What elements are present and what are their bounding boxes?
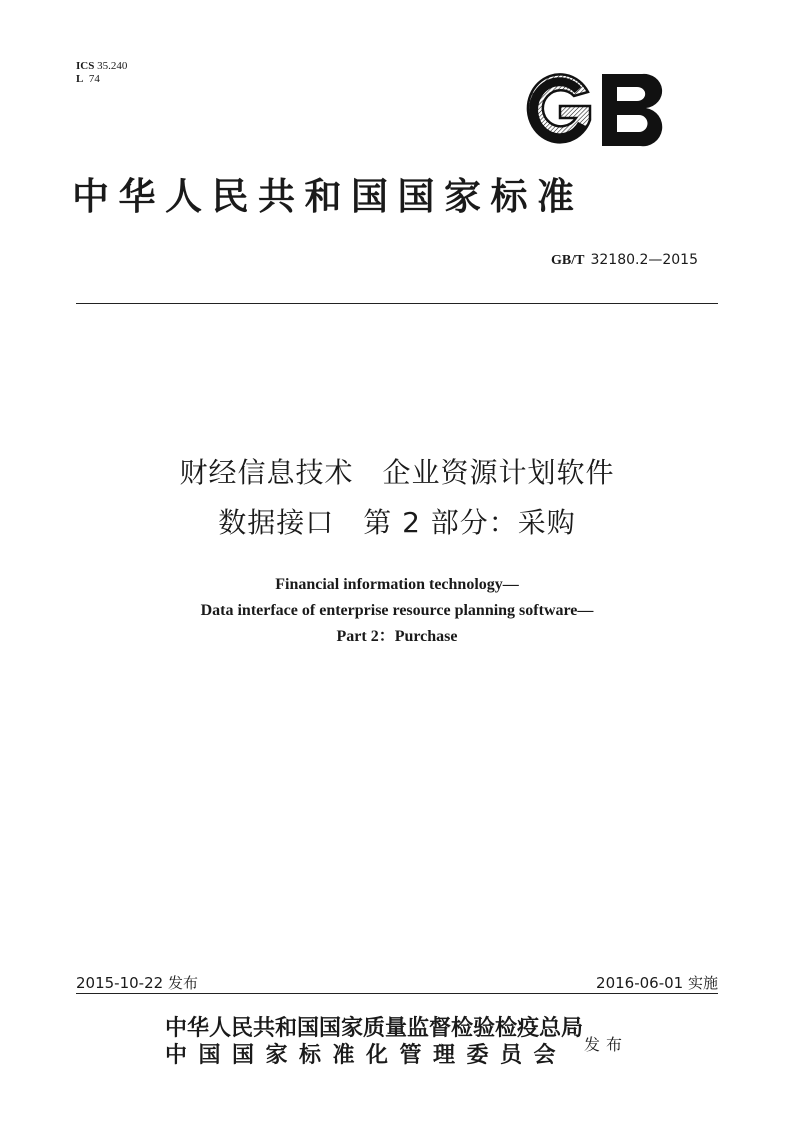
issuer-line-2: 中国国家标准化管理委员会 <box>165 1043 568 1068</box>
implementation-date: 2016-06-01 实施 <box>596 974 718 992</box>
national-standard-title: 中华人民共和国国家标准 <box>72 174 584 218</box>
footer-divider <box>76 993 718 994</box>
english-title-line-3: Part 2：Purchase <box>336 628 458 645</box>
ics-value: 35.240 <box>97 60 128 72</box>
ics-label: ICS <box>76 60 95 72</box>
logo-letter-g <box>528 74 590 142</box>
chinese-title-line-1: 财经信息技术 企业资源计划软件 <box>179 456 615 489</box>
english-title-line-1: Financial information technology— <box>275 576 519 593</box>
standard-number-prefix: GB/T <box>551 253 585 268</box>
header-divider <box>76 303 718 304</box>
ccs-value: 74 <box>88 73 100 85</box>
chinese-title-line-2: 数据接口 第 2 部分：采购 <box>218 506 576 539</box>
standard-number <box>551 252 698 269</box>
publish-label: 发布 <box>584 1035 629 1054</box>
issue-date: 2015-10-22 发布 <box>76 974 198 992</box>
ccs-code <box>76 73 127 86</box>
ccs-label: L <box>76 73 84 85</box>
gb-logo-icon <box>518 70 676 150</box>
english-title-line-2: Data interface of enterprise resource planning software— <box>200 602 594 619</box>
logo-letter-b <box>602 74 662 146</box>
ics-code <box>76 60 127 73</box>
issuer-line-1: 中华人民共和国国家质量监督检验检疫总局 <box>165 1016 584 1041</box>
standard-number-value: 32180.2—2015 <box>590 252 698 268</box>
classification-codes <box>76 60 127 86</box>
